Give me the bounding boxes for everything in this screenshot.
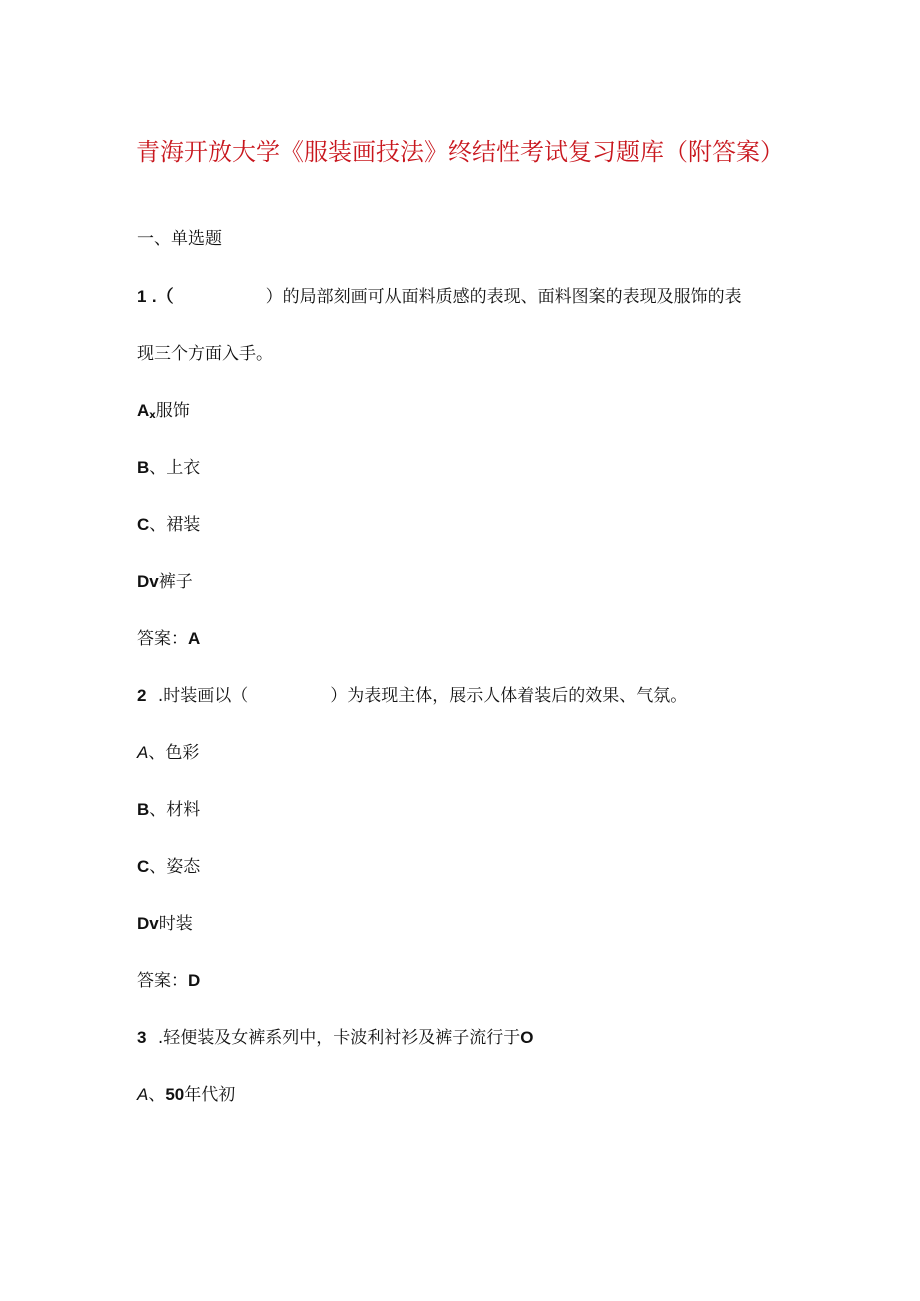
question-2-close: ）: [330, 686, 348, 706]
question-1-open: .（: [151, 287, 174, 306]
question-1-option-b: B、上衣: [137, 458, 201, 478]
question-1-number: 1: [137, 287, 147, 306]
question-2-option-a: A、色彩: [137, 743, 200, 763]
question-1-option-a: $A_x$服饰: [137, 401, 190, 421]
question-3-number: 3: [137, 1028, 147, 1047]
question-3-dot: .: [157, 1028, 164, 1048]
question-1-line-2: 现三个方面入手。: [137, 344, 273, 364]
question-2-option-d: Dv时装: [137, 914, 193, 934]
question-1-option-c: C、裙装: [137, 515, 201, 535]
question-2-option-b: B、材料: [137, 800, 201, 820]
question-3-option-a: A、50年代初: [137, 1085, 236, 1105]
question-2-line-1: [137, 685, 687, 707]
question-3-text: 轻便装及女裤系列中，卡波利衬衫及裤子流行于: [163, 1028, 521, 1048]
question-3-line-1: [137, 1027, 534, 1049]
document-title: 青海开放大学《服装画技法》终结性考试复习题库（附答案）: [136, 138, 784, 166]
question-1-text: 的局部刻画可从面料质感的表现、面料图案的表现及服饰的表: [282, 287, 742, 307]
section-heading: 一、单选题: [137, 229, 222, 249]
question-2-open: .时装画以（: [157, 686, 249, 706]
question-1-close: ）: [265, 287, 283, 307]
question-2-text: 为表现主体，展示人体着装后的效果、气氛。: [347, 686, 688, 706]
question-2-answer: 答案：D: [137, 971, 201, 991]
question-2-number: 2: [137, 686, 147, 705]
question-1-answer: 答案：A: [137, 629, 201, 649]
question-2-option-c: C、姿态: [137, 857, 201, 877]
question-1-line-1: [137, 286, 742, 308]
question-3-tail: O: [520, 1028, 534, 1047]
question-1-option-d: Dv裤子: [137, 572, 193, 592]
